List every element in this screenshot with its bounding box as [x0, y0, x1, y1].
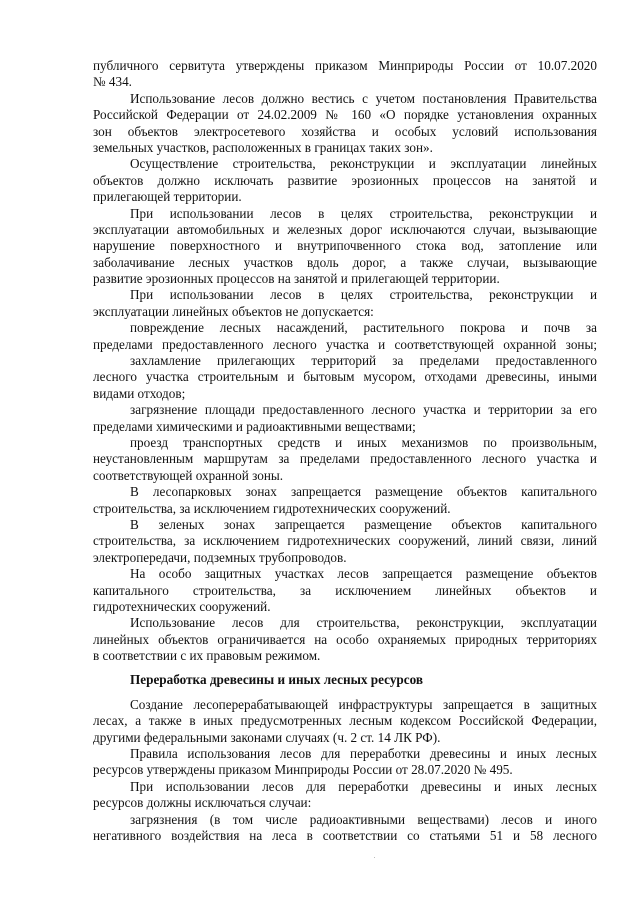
section-heading: Переработка древесины и иных лесных ресурсов [130, 672, 423, 688]
text-line: Использование лесов для строительства, реконструкции, эксплуатации [130, 615, 597, 631]
paragraph [93, 746, 597, 779]
paragraph [93, 353, 597, 402]
scan-speck [374, 857, 375, 858]
text-line: лесного участка строительным и бытовым мусором, отходами древесины, иными [93, 369, 597, 385]
text-line: строительства, за исключением гидротехнических сооружений, линий связи, линий [93, 533, 597, 549]
text-line: другими федеральными законами случаях (ч. 2 ст. 14 ЛК РФ). [93, 729, 441, 745]
text-line: капитального строительства, за исключением линейных объектов и [93, 582, 597, 598]
text-line: Использование лесов должно вестись с учетом постановления Правительства [130, 90, 597, 106]
text-line: Российской Федерации от 24.02.2009 № 160 «О порядке установления охранных [93, 107, 597, 123]
text-line: № 434. [93, 74, 132, 90]
text-line: заболачивание лесных участков вдоль дорог, а также случаи, вызывающие [93, 254, 597, 270]
paragraph [93, 402, 597, 435]
text-line: неустановленным маршрутам за пределами предоставленного лесного участка и [93, 451, 597, 467]
text-line: загрязнение площади предоставленного лесного участка и территории за его [130, 402, 597, 418]
paragraph [93, 287, 597, 320]
document-page [93, 58, 597, 844]
text-line: Правила использования лесов для переработки древесины и иных лесных [130, 746, 597, 762]
paragraph [93, 91, 597, 157]
text-line: пределами химическими и радиоактивными веществами; [93, 418, 416, 434]
text-line: проезд транспортных средств и иных механизмов по произвольным, [130, 434, 597, 450]
text-line: зон объектов электросетевого хозяйства и особых условий использования [93, 123, 597, 139]
document-body-part1 [93, 58, 597, 664]
text-line: ресурсов утверждены приказом Минприроды России от 28.07.2020 № 495. [93, 762, 513, 778]
text-line: электропередачи, подземных трубопроводов. [93, 549, 347, 565]
text-line: прилегающей территории. [93, 189, 242, 205]
text-line: При использовании лесов в целях строительства, реконструкции и [130, 287, 597, 303]
paragraph [93, 779, 597, 812]
paragraph [93, 615, 597, 664]
paragraph [93, 58, 597, 91]
text-line: лесах, а также в иных предусмотренных лесным кодексом Российской Федерации, [93, 713, 597, 729]
text-line: в соответствии с их правовым режимом. [93, 648, 321, 664]
text-line: земельных участков, расположенных в границах таких зон». [93, 139, 433, 155]
text-line: линейных объектов ограничивается на особо охраняемых природных территориях [93, 631, 597, 647]
text-line: нарушение поверхностного и внутрипочвенного стока вод, затопление или [93, 238, 597, 254]
paragraph [93, 320, 597, 353]
paragraph [93, 566, 597, 615]
paragraph [93, 206, 597, 288]
text-line: эксплуатации автомобильных и железных дорог исключаются случаи, вызывающие [93, 221, 597, 237]
text-line: ресурсов должны исключаться случаи: [93, 795, 312, 811]
text-line: негативного воздействия на леса в соответствии со статьями 51 и 58 лесного [93, 827, 597, 843]
text-line: пределами предоставленного лесного участка и соответствующей охранной зоны; [93, 336, 597, 352]
text-line: объектов должно исключать развитие эрозионных процессов на занятой и [93, 172, 597, 188]
text-line: В лесопарковых зонах запрещается размещение объектов капитального [130, 484, 597, 500]
paragraph [93, 697, 597, 746]
text-line: захламление прилегающих территорий за пределами предоставленного [130, 353, 597, 369]
paragraph [93, 484, 597, 517]
text-line: В зеленых зонах запрещается размещение объектов капитального [130, 516, 597, 532]
paragraph [93, 435, 597, 484]
text-line: видами отходов; [93, 385, 186, 401]
text-line: Осуществление строительства, реконструкции и эксплуатации линейных [130, 156, 597, 172]
paragraph [93, 812, 597, 845]
paragraph [93, 517, 597, 566]
text-line: На особо защитных участках лесов запрещается размещение объектов [130, 566, 597, 582]
text-line: Создание лесоперерабатывающей инфраструктуры запрещается в защитных [130, 696, 597, 712]
document-body-part2 [93, 697, 597, 845]
text-line: соответствующей охранной зоны. [93, 467, 284, 483]
text-line: повреждение лесных насаждений, растительного покрова и почв за [130, 320, 597, 336]
text-line: публичного сервитута утверждены приказом Минприроды России от 10.07.2020 [93, 58, 597, 73]
text-line: загрязнения (в том числе радиоактивными веществами) лесов и иного [130, 811, 597, 827]
text-line: гидротехнических сооружений. [93, 598, 271, 614]
text-line: При использовании лесов в целях строительства, реконструкции и [130, 205, 597, 221]
text-line: развитие эрозионных процессов на занятой и прилегающей территории. [93, 271, 500, 287]
paragraph [93, 156, 597, 205]
text-line: При использовании лесов для переработки древесины и иных лесных [130, 778, 597, 794]
text-line: эксплуатации линейных объектов не допускается: [93, 303, 374, 319]
text-line: строительства, за исключением гидротехнических сооружений. [93, 500, 451, 516]
